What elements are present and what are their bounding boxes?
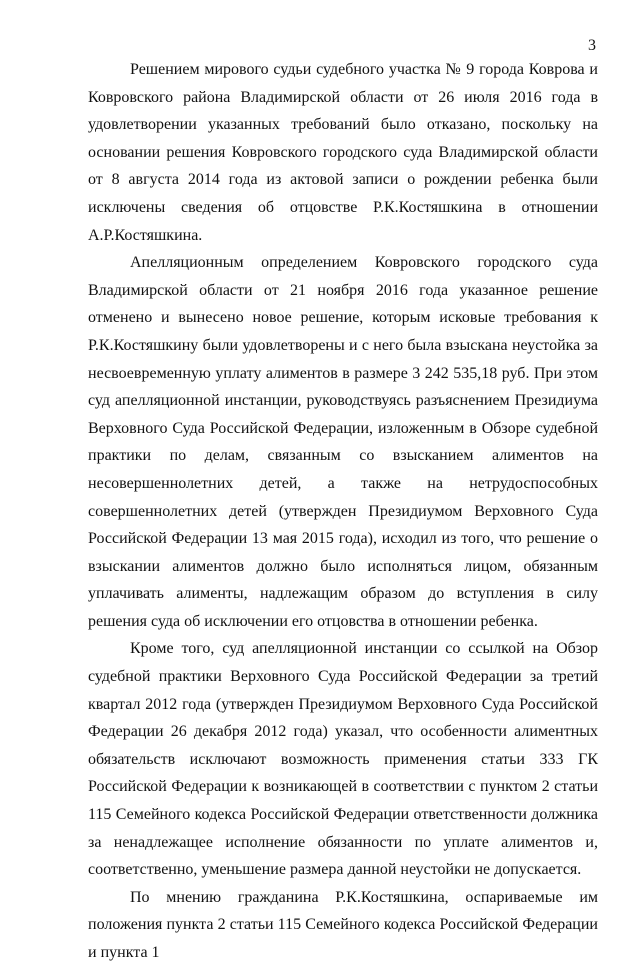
- document-body: [88, 56, 598, 967]
- paragraph-2: Апелляционным определением Ковровского городского суда Владимирской области от 21 ноября 2016 года указанное решение отменено и вынесено новое решение, которым исковые требования к Р.К.Костяшкину были удовлетворены и с него была взыскана неустойка за несвоевременную уплату алиментов в размере 3 242 535,18 руб. При этом суд апелляционной инстанции, руководствуясь разъяснением Президиума Верховного Суда Российской Федерации, изложенным в Обзоре судебной практики по делам, связанным со взысканием алиментов на несовершеннолетних детей, а также на нетрудоспособных совершеннолетних детей (утвержден Президиумом Верховного Суда Российской Федерации 13 мая 2015 года), исходил из того, что решение о взыскании алиментов должно было исполняться лицом, обязанным уплачивать алименты, надлежащим образом до вступления в силу решения суда об исключении его отцовства в отношении ребенка.: [88, 254, 598, 630]
- paragraph-3: Кроме того, суд апелляционной инстанции со ссылкой на Обзор судебной практики Верховного Суда Российской Федерации за третий квартал 2012 года (утвержден Президиумом Верховного Суда Российской Федерации 26 декабря 2012 года) указал, что особенности алиментных обязательств исключают возможность применения статьи 333 ГК Российской Федерации к возникающей в соответствии с пунктом 2 статьи 115 Семейного кодекса Российской Федерации ответственности должника за ненадлежащее исполнение обязанности по уплате алиментов и, соответственно, уменьшение размера данной неустойки не допускается.: [88, 640, 598, 879]
- paragraph-4: По мнению гражданина Р.К.Костяшкина, оспариваемые им положения пункта 2 статьи 115 Семейного кодекса Российской Федерации и пункта 1: [88, 888, 598, 961]
- paragraph-1: Решением мирового судьи судебного участка № 9 города Коврова и Ковровского района Владимирской области от 26 июля 2016 года в удовлетворении указанных требований было отказано, поскольку на основании решения Ковровского городского суда Владимирской области от 8 августа 2014 года из актовой записи о рождении ребенка были исключены сведения об отцовстве Р.К.Костяшкина в отношении А.Р.Костяшкина.: [88, 61, 598, 244]
- page-number: 3: [588, 37, 596, 54]
